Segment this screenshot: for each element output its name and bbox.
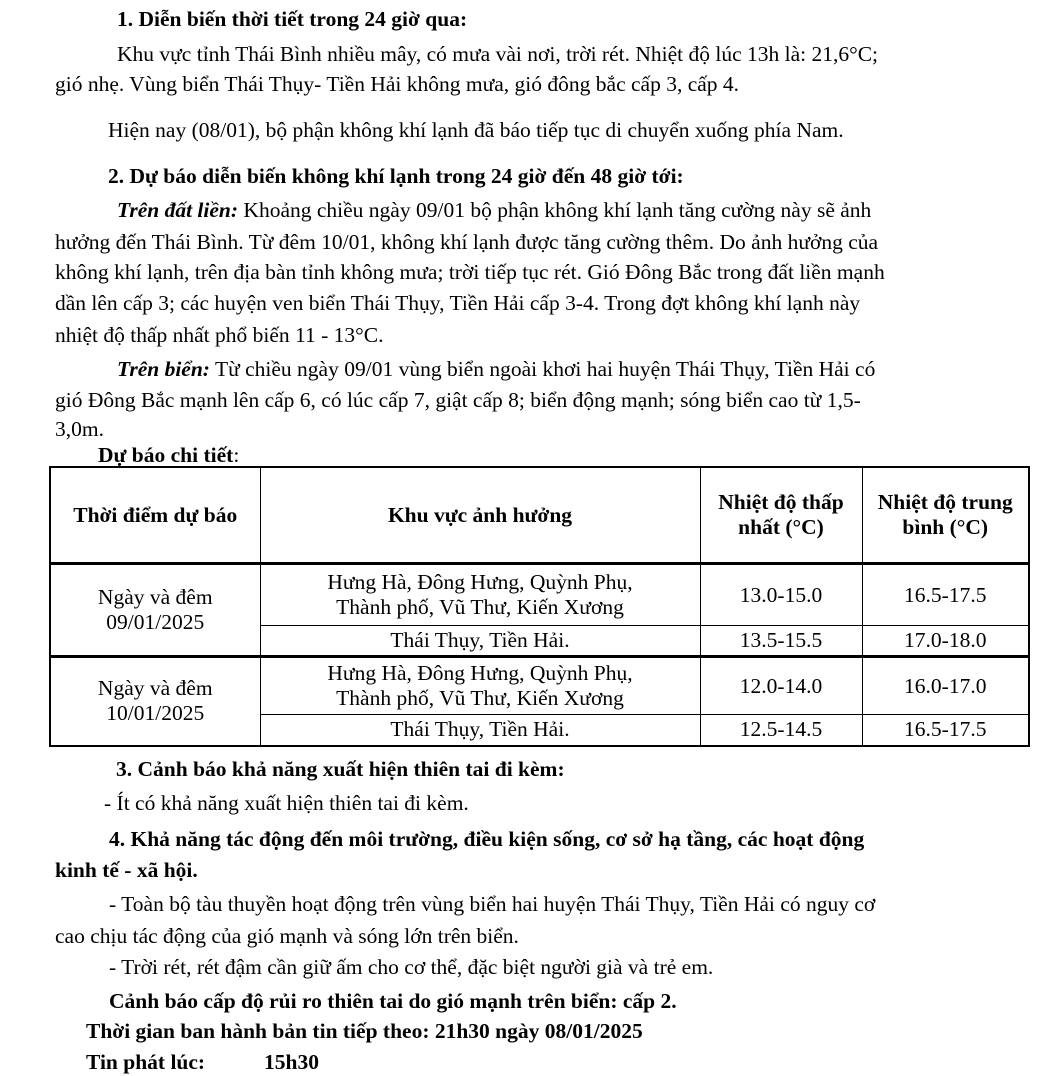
table-header-row [50, 467, 1029, 564]
sea-text: Từ chiều ngày 09/01 vùng biển ngoài khơi hai huyện Thái Thụy, Tiền Hải có [209, 357, 876, 381]
area-cell: Hưng Hà, Đông Hưng, Quỳnh Phụ, Thành phố, Vũ Thư, Kiến Xương [260, 564, 700, 626]
detail-label-text: Dự báo chi tiết [98, 443, 234, 467]
section4-item1-line1: - Toàn bộ tàu thuyền hoạt động trên vùng biển hai huyện Thái Thụy, Tiền Hải có nguy cơ [109, 892, 876, 916]
detail-label-colon: : [233, 443, 240, 467]
avg-temp-cell: 16.5-17.5 [862, 564, 1029, 626]
section3-item1: - Ít có khả năng xuất hiện thiên tai đi kèm. [104, 791, 469, 815]
section1-heading: 1. Diễn biến thời tiết trong 24 giờ qua: [117, 7, 468, 31]
land-line4: dần lên cấp 3; các huyện ven biển Thái Thụy, Tiền Hải cấp 3-4. Trong đợt không khí lạnh này [55, 291, 861, 315]
area-cell: Thái Thụy, Tiền Hải. [260, 715, 700, 746]
min-temp-cell: 12.5-14.5 [700, 715, 862, 746]
area-cell: Hưng Hà, Đông Hưng, Quỳnh Phụ, Thành phố, Vũ Thư, Kiến Xương [260, 657, 700, 715]
table-row [50, 564, 1029, 626]
avg-temp-cell: 17.0-18.0 [862, 626, 1029, 657]
section4-item1-line2: cao chịu tác động của gió mạnh và sóng lớn trên biển. [55, 924, 519, 948]
land-line2: hưởng đến Thái Bình. Từ đêm 10/01, không khí lạnh được tăng cường thêm. Do ảnh hưởng của [55, 230, 879, 254]
min-temp-cell: 12.0-14.0 [700, 657, 862, 715]
land-line3: không khí lạnh, trên địa bàn tỉnh không mưa; trời tiếp tục rét. Gió Đông Bắc trong đất liền mạnh [55, 260, 885, 284]
table-row [50, 657, 1029, 715]
section4-heading-line1: 4. Khả năng tác động đến môi trường, điều kiện sống, cơ sở hạ tầng, các hoạt động [109, 827, 865, 851]
land-line1 [117, 197, 871, 223]
land-label: Trên đất liền: [117, 198, 239, 222]
section1-para1-line1: Khu vực tỉnh Thái Bình nhiều mây, có mưa vài nơi, trời rét. Nhiệt độ lúc 13h là: 21,6°C; [117, 42, 879, 66]
land-text: Khoảng chiều ngày 09/01 bộ phận không khí lạnh tăng cường này sẽ ảnh [238, 198, 872, 222]
detail-forecast-label [98, 442, 239, 468]
risk-warning: Cảnh báo cấp độ rủi ro thiên tai do gió mạnh trên biển: cấp 2. [109, 989, 677, 1013]
land-line5: nhiệt độ thấp nhất phổ biến 11 - 13°C. [55, 323, 384, 347]
time-cell: Ngày và đêm 09/01/2025 [50, 564, 260, 657]
header-area: Khu vực ảnh hưởng [260, 467, 700, 564]
time-cell: Ngày và đêm 10/01/2025 [50, 657, 260, 746]
issued-time: 15h30 [264, 1050, 319, 1074]
sea-line2: gió Đông Bắc mạnh lên cấp 6, có lúc cấp 7, giật cấp 8; biển động mạnh; sóng biển cao từ 1,5- [55, 388, 861, 412]
section4-item2: - Trời rét, rét đậm cần giữ ấm cho cơ thể, đặc biệt người già và trẻ em. [109, 955, 714, 979]
min-temp-cell: 13.0-15.0 [700, 564, 862, 626]
header-time: Thời điểm dự báo [50, 467, 260, 564]
section4-heading-line2: kinh tế - xã hội. [55, 858, 198, 882]
min-temp-cell: 13.5-15.5 [700, 626, 862, 657]
header-min-temp: Nhiệt độ thấp nhất (°C) [700, 467, 862, 564]
avg-temp-cell: 16.5-17.5 [862, 715, 1029, 746]
section1-para2: Hiện nay (08/01), bộ phận không khí lạnh đã báo tiếp tục di chuyển xuống phía Nam. [108, 118, 844, 142]
issued-label: Tin phát lúc: [86, 1050, 206, 1074]
sea-label: Trên biển: [117, 357, 210, 381]
section2-heading: 2. Dự báo diễn biến không khí lạnh trong 24 giờ đến 48 giờ tới: [108, 164, 684, 188]
forecast-table [49, 466, 1030, 747]
section3-heading: 3. Cảnh báo khả năng xuất hiện thiên tai đi kèm: [116, 757, 565, 781]
section1-para1-line2: gió nhẹ. Vùng biển Thái Thụy- Tiền Hải không mưa, gió đông bắc cấp 3, cấp 4. [55, 72, 740, 96]
avg-temp-cell: 16.0-17.0 [862, 657, 1029, 715]
area-cell: Thái Thụy, Tiền Hải. [260, 626, 700, 657]
header-avg-temp: Nhiệt độ trung bình (°C) [862, 467, 1029, 564]
sea-line3: 3,0m. [55, 417, 104, 441]
next-bulletin: Thời gian ban hành bản tin tiếp theo: 21h30 ngày 08/01/2025 [86, 1019, 643, 1043]
sea-line1 [117, 356, 875, 382]
